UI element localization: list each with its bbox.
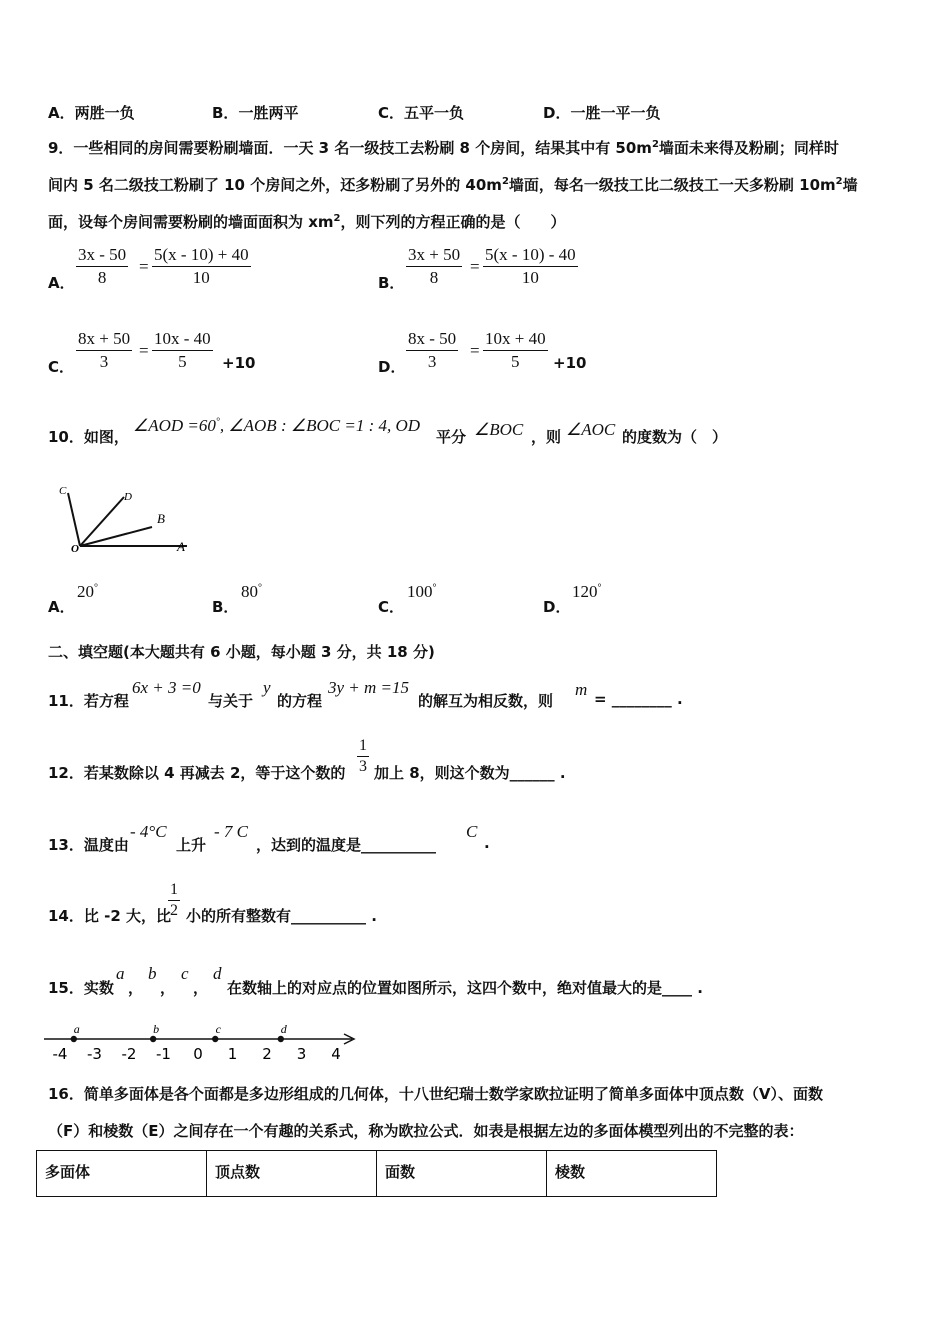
- q10-mid2: ，则: [531, 428, 562, 446]
- number-line-tick-label: -2: [121, 1045, 137, 1063]
- q16-line2: （F）和棱数（E）之间存在一个有趣的关系式，称为欧拉公式．如表是根据左边的多面体模型列出的不完整的表：: [48, 1122, 804, 1140]
- q12-text-a: 12．若某数除以 4 再减去 2，等于这个数的: [48, 764, 346, 782]
- q10-option-a-label: A．: [48, 598, 75, 616]
- q11-math-eq2: 3y + m =15: [328, 678, 410, 697]
- figure-label-b: B: [157, 511, 165, 526]
- number-line-point-label-a: a: [73, 1022, 80, 1036]
- q10-prefix: 10．如图，: [48, 428, 129, 446]
- q9-stem-line1: 9．一些相同的房间需要粉刷墙面．一天 3 名一级技工去粉刷 8 个房间，结果其中有 $50m^2$墙面未来得及粉刷；同样时: [48, 139, 839, 157]
- q9-b-right-fraction: $\frac{5(x - 10) - 40}{10}$: [485, 245, 576, 287]
- q9-b-equals: =: [470, 257, 480, 276]
- q11-text-a: 11．若方程: [48, 692, 129, 710]
- q12-text-b: 加上 8，则这个数为______ .: [374, 764, 566, 782]
- q9-option-a-label: A．: [48, 274, 75, 292]
- table-header-row: [37, 1151, 717, 1197]
- number-line-tick-label: 3: [296, 1045, 307, 1063]
- q9-d-right-fraction: $\frac{10x + 40}{5}$: [485, 329, 546, 371]
- q15-var-b: b: [148, 964, 157, 983]
- q10-math-aod: ∠AOD =60°, ∠AOB : ∠BOC =1 : 4, OD: [133, 416, 421, 435]
- q8-option-a: A．两胜一负: [48, 104, 135, 122]
- table-header-cell: 面数: [377, 1151, 547, 1197]
- q13-text-a: 13．温度由: [48, 836, 129, 854]
- q9-option-d-label: D．: [378, 358, 406, 376]
- q9-b-left-fraction: $\frac{3x + 50}{8}$: [408, 245, 461, 287]
- q15-text-a: 15．实数: [48, 979, 114, 997]
- q11-math-eq1: 6x + 3 =0: [132, 678, 201, 697]
- figure-label-d: D: [124, 491, 132, 503]
- q15-var-c: c: [181, 964, 189, 983]
- q14-text-a: 14．比 -2 大，比: [48, 907, 171, 925]
- number-line-point-label-c: c: [215, 1022, 221, 1036]
- q15-number-line: [40, 1015, 370, 1065]
- number-line-tick-label: -1: [156, 1045, 171, 1063]
- q10-option-b-value: 80°: [241, 582, 262, 601]
- q15-text-b: 在数轴上的对应点的位置如图所示，这四个数中，绝对值最大的是____ .: [227, 979, 703, 997]
- q9-c-extra: +10: [222, 354, 256, 372]
- q11-math-y: y: [263, 678, 271, 697]
- q8-option-c: C．五平一负: [378, 104, 465, 122]
- table-header-cell: 棱数: [547, 1151, 717, 1197]
- q9-c-right-fraction: $\frac{10x - 40}{5}$: [154, 329, 211, 371]
- number-line-tick-label: 4: [331, 1045, 341, 1063]
- q15-var-a: a: [116, 964, 125, 983]
- q10-option-b-label: B．: [212, 598, 239, 616]
- q15-comma-3: ，: [193, 979, 209, 997]
- figure-label-o: O: [71, 543, 79, 555]
- table-header-cell: 顶点数: [207, 1151, 377, 1197]
- q15-var-d: d: [213, 964, 222, 983]
- q9-a-left-fraction: $\frac{3x - 50}{8}$: [78, 245, 127, 287]
- q9-c-left-fraction: $\frac{8x + 50}{3}$: [78, 329, 131, 371]
- q14-text-b: 小的所有整数有__________ .: [186, 907, 377, 925]
- q9-a-right-fraction: $\frac{5(x - 10) + 40}{10}$: [154, 245, 249, 287]
- q9-c-equals: =: [139, 341, 149, 360]
- q13-math-change: - 7 C: [214, 822, 248, 841]
- q10-option-a-value: 20°: [77, 582, 98, 601]
- q13-math-unit: C: [466, 822, 478, 841]
- q16-line1: 16．简单多面体是各个面都是多边形组成的几何体，十八世纪瑞士数学家欧拉证明了简单多面体中顶点数（V）、面数: [48, 1085, 823, 1103]
- q9-d-equals: =: [470, 341, 480, 360]
- number-line-point-label-d: d: [280, 1022, 287, 1036]
- q9-a-equals: =: [139, 257, 149, 276]
- number-line-point-d: [278, 1036, 284, 1042]
- q10-option-d-value: 120°: [572, 582, 602, 601]
- figure-label-a: A: [177, 539, 185, 554]
- q15-comma-2: ，: [160, 979, 176, 997]
- number-line-point-b: [150, 1036, 156, 1042]
- q8-option-d: D．一胜一平一负: [543, 104, 661, 122]
- q13-math-start-temp: - 4°C: [130, 822, 167, 841]
- q11-text-b: 与关于: [208, 692, 254, 710]
- q10-option-c-label: C．: [378, 598, 405, 616]
- q9-option-b-label: B．: [378, 274, 405, 292]
- number-line-point-label-b: b: [153, 1022, 160, 1036]
- q10-math-boc: ∠BOC: [474, 420, 524, 439]
- polyhedron-table: [36, 1150, 717, 1197]
- q9-option-c-label: C．: [48, 358, 75, 376]
- q14-fraction: $\frac{1}{2}$: [170, 881, 178, 919]
- q13-text-b: 上升: [176, 836, 207, 854]
- number-line-tick-label: 0: [193, 1045, 203, 1063]
- number-line-tick-label: 2: [262, 1045, 272, 1063]
- q9-d-extra: +10: [553, 354, 587, 372]
- q15-comma-1: ，: [128, 979, 144, 997]
- q10-option-c-value: 100°: [407, 582, 437, 601]
- q11-blank: = ________ .: [594, 690, 683, 708]
- number-line-tick-label: -4: [52, 1045, 68, 1063]
- figure-label-c: C: [59, 485, 67, 497]
- q10-option-d-label: D．: [543, 598, 571, 616]
- q12-fraction: $\frac{1}{3}$: [359, 737, 367, 775]
- number-line-point-c: [212, 1036, 218, 1042]
- q8-option-b: B．一胜两平: [212, 104, 299, 122]
- q10-suffix: 的度数为（ ）: [622, 428, 728, 446]
- number-line-point-a: [71, 1036, 77, 1042]
- q10-math-aoc: ∠AOC: [566, 420, 616, 439]
- q11-text-d: 的解互为相反数，则: [418, 692, 554, 710]
- q13-blank: ，达到的温度是__________: [256, 836, 437, 854]
- q11-math-m: m: [575, 680, 588, 699]
- q10-angle-figure: [54, 480, 204, 560]
- q9-stem-line3: 面，设每个房间需要粉刷的墙面面积为 $xm^2$，则下列的方程正确的是（ ）: [48, 213, 566, 231]
- q10-mid: 平分: [436, 428, 467, 446]
- q11-text-c: 的方程: [277, 692, 323, 710]
- number-line-tick-label: -3: [87, 1045, 102, 1063]
- table-header-cell: 多面体: [37, 1151, 207, 1197]
- q9-d-left-fraction: $\frac{8x - 50}{3}$: [408, 329, 457, 371]
- number-line-tick-label: 1: [227, 1045, 238, 1063]
- q13-text-d: .: [484, 834, 490, 852]
- q9-stem-line2: 间内 5 名二级技工粉刷了 10 个房间之外，还多粉刷了另外的 $40m^2$墙面，每名一级技工比二级技工一天多粉刷 $10m^2$墙: [48, 176, 858, 194]
- section-fill-blank-heading: 二、填空题(本大题共有 6 小题，每小题 3 分，共 18 分): [48, 643, 435, 661]
